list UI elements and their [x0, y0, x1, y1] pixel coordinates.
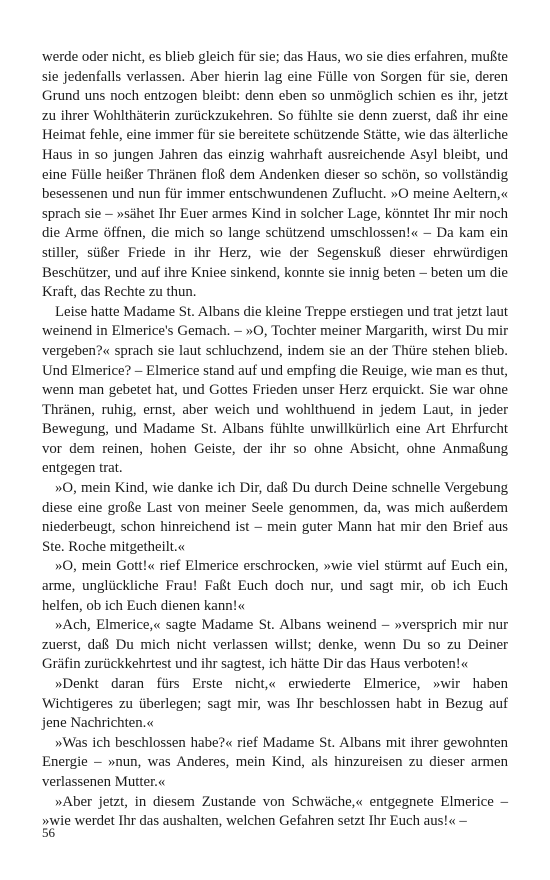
book-page: [42, 48, 508, 832]
paragraph: »Ach, Elmerice,« sagte Madame St. Albans weinend – »versprich mir nur zuerst, daß Du mich nicht verlassen willst; denke, wenn Du so zu Deiner Gräfin zurückkehrtest und ihr sagtest, ich hätte Dir das Haus verboten!«: [42, 617, 508, 673]
paragraph: »Was ich beschlossen habe?« rief Madame St. Albans mit ihrer gewohnten Energie – »nun, was Anderes, mein Kind, als hinzureisen zu dieser armen verlassenen Mutter.«: [42, 734, 508, 790]
paragraph: »O, mein Kind, wie danke ich Dir, daß Du durch Deine schnelle Vergebung diese eine große Last von meiner Seele genommen, da, was mich außerdem niederbeugt, schon hinreichend ist – mein guter Mann hat mir den Brief aus Ste. Roche mitgetheilt.«: [42, 480, 508, 555]
paragraph: Leise hatte Madame St. Albans die kleine Treppe erstiegen und trat jetzt laut weinend in Elmerice's Gemach. – »O, Tochter meiner Margarith, wirst Du mir vergeben?« sprach sie laut schluchzend, indem sie an der Thüre stehen blieb. Und Elmerice? – Elmerice stand auf und empfing die Reuige, wie man es thut, wenn man gebetet hat, und Gottes Frieden unser Herz erquickt. Sie war ohne Thränen, ruhig, ernst, aber weich und wohlthuend in jedem Laut, in jeder Bewegung, und Madame St. Albans fühlte unwillkürlich eine Art Ehrfurcht vor dem reinen, hohen Geiste, der ihr so ohne Absicht, ohne Anmaßung entgegen trat.: [42, 303, 508, 477]
paragraph: »Denkt daran fürs Erste nicht,« erwiederte Elmerice, »wir haben Wichtigeres zu überlegen; sagt mir, was Ihr beschlossen habt in Bezug auf jene Nachrichten.«: [42, 676, 508, 732]
page-number: 56: [42, 825, 55, 840]
body-text: [42, 48, 508, 832]
paragraph: »Aber jetzt, in diesem Zustande von Schwäche,« entgegnete Elmerice – »wie werdet Ihr das aushalten, welchen Gefahren setzt Ihr Euch aus!« –: [42, 793, 508, 830]
paragraph: »O, mein Gott!« rief Elmerice erschrocken, »wie viel stürmt auf Euch ein, arme, unglückliche Frau! Faßt Euch doch nur, und sagt mir, ob ich Euch helfen, ob ich Euch dienen kann!«: [42, 558, 508, 614]
paragraph: werde oder nicht, es blieb gleich für sie; das Haus, wo sie dies erfahren, mußte sie jedenfalls verlassen. Aber hierin lag eine Fülle von Sorgen für sie, deren Grund uns noch entzogen bleibt: denn eben so unmöglich schien es ihr, jetzt zu ihrer Wohlthäterin zurückzukehren. So fühlte sie denn zuerst, daß ihr eine Heimat fehle, eine immer für sie bereitete schützende Stätte, wie das älterliche Haus in so jungen Jahren das einzig wahrhaft ausreichende Asyl bleibt, und eine Fülle heißer Thränen floß dem Andenken dieser so schön, so vollständig besessenen und nun für immer entschwundenen Zuflucht. »O meine Aeltern,« sprach sie – »sähet Ihr Euer armes Kind in solcher Lage, könntet Ihr mir noch die Arme öffnen, die mich so lange schützend umschlossen!« – Da kam ein stiller, süßer Friede in ihr Herz, wie der Segenskuß dieser ehrwürdigen Beschützer, und auf ihre Kniee sinkend, konnte sie innig beten – beten um die Kraft, das Rechte zu thun.: [42, 49, 508, 301]
